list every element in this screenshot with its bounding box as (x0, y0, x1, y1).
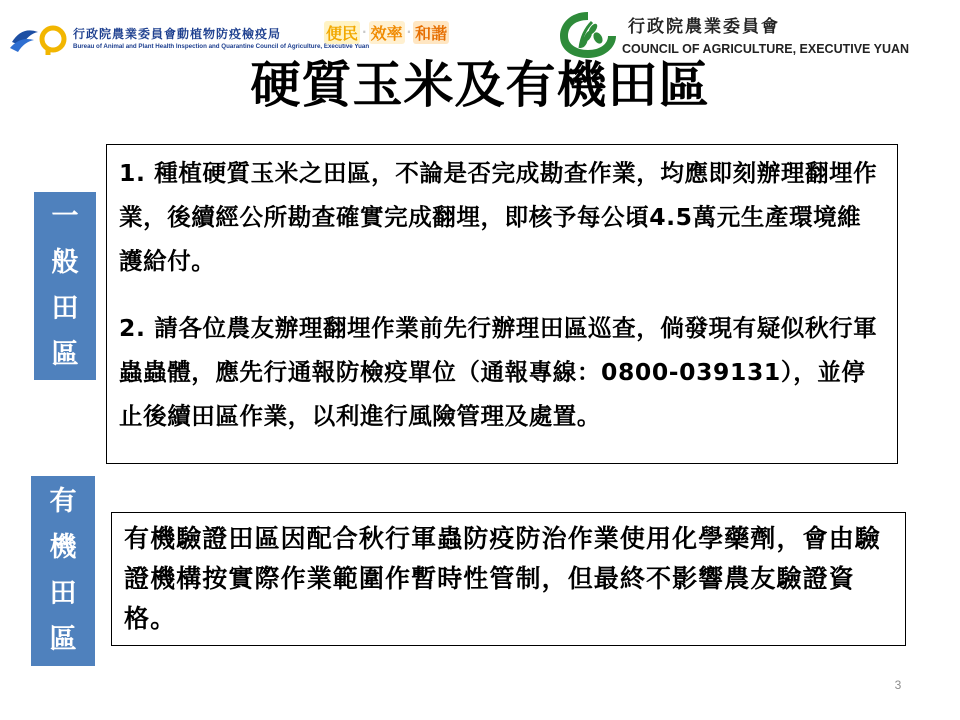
general-field-paragraph: 2. 請各位農友辦理翻埋作業前先行辦理田區巡查，倘發現有疑似秋行軍蟲蟲體，應先行通報防檢疫單位（通報專線：0800-039131），並停止後續田區作業，以利進行風險管理及處置。 (119, 314, 878, 430)
section-label-general-field (34, 192, 96, 380)
section-label-char: 般 (51, 247, 79, 278)
section-label-char: 田 (49, 578, 77, 609)
slogan-word: 便民 (324, 21, 360, 44)
section-label-char: 田 (51, 293, 79, 324)
baphiq-name-english: Bureau of Animal and Plant Health Inspection and Quarantine Council of Agriculture, Executive Yuan (73, 43, 370, 50)
baphiq-logo-icon (8, 22, 70, 56)
section-label-char: 有 (49, 486, 77, 517)
slogan-word: 效率 (369, 21, 405, 44)
coa-name-english: COUNCIL OF AGRICULTURE, EXECUTIVE YUAN (622, 42, 910, 56)
slogan-word: 和諧 (413, 21, 449, 44)
page-number: 3 (894, 678, 902, 692)
section-label-char: 區 (49, 624, 77, 655)
slogan-separator: · (362, 25, 367, 39)
organic-field-paragraph: 有機驗證田區因配合秋行軍蟲防疫防治作業使用化學藥劑，會由驗證機構按實際作業範圍作暫時性管制，但最終不影響農友驗證資格。 (124, 524, 881, 633)
section-label-char: 一 (51, 201, 79, 232)
slogan (324, 20, 449, 44)
section-label-organic-field (31, 476, 95, 666)
general-field-content-box (106, 144, 898, 464)
slide-title: 硬質玉米及有機田區 (250, 56, 710, 114)
baphiq-name-chinese: 行政院農業委員會動植物防疫檢疫局 (73, 27, 282, 41)
section-label-char: 機 (49, 532, 77, 563)
organic-field-content-box (111, 512, 906, 646)
section-label-char: 區 (51, 339, 79, 370)
slogan-separator: · (406, 25, 412, 39)
coa-name-chinese: 行政院農業委員會 (628, 17, 780, 37)
general-field-paragraph: 1. 種植硬質玉米之田區，不論是否完成勘查作業，均應即刻辦理翻埋作業，後續經公所勘查確實完成翻埋，即核予每公頃4.5萬元生產環境維護給付。 (119, 159, 878, 275)
coa-logo-icon (558, 8, 618, 60)
